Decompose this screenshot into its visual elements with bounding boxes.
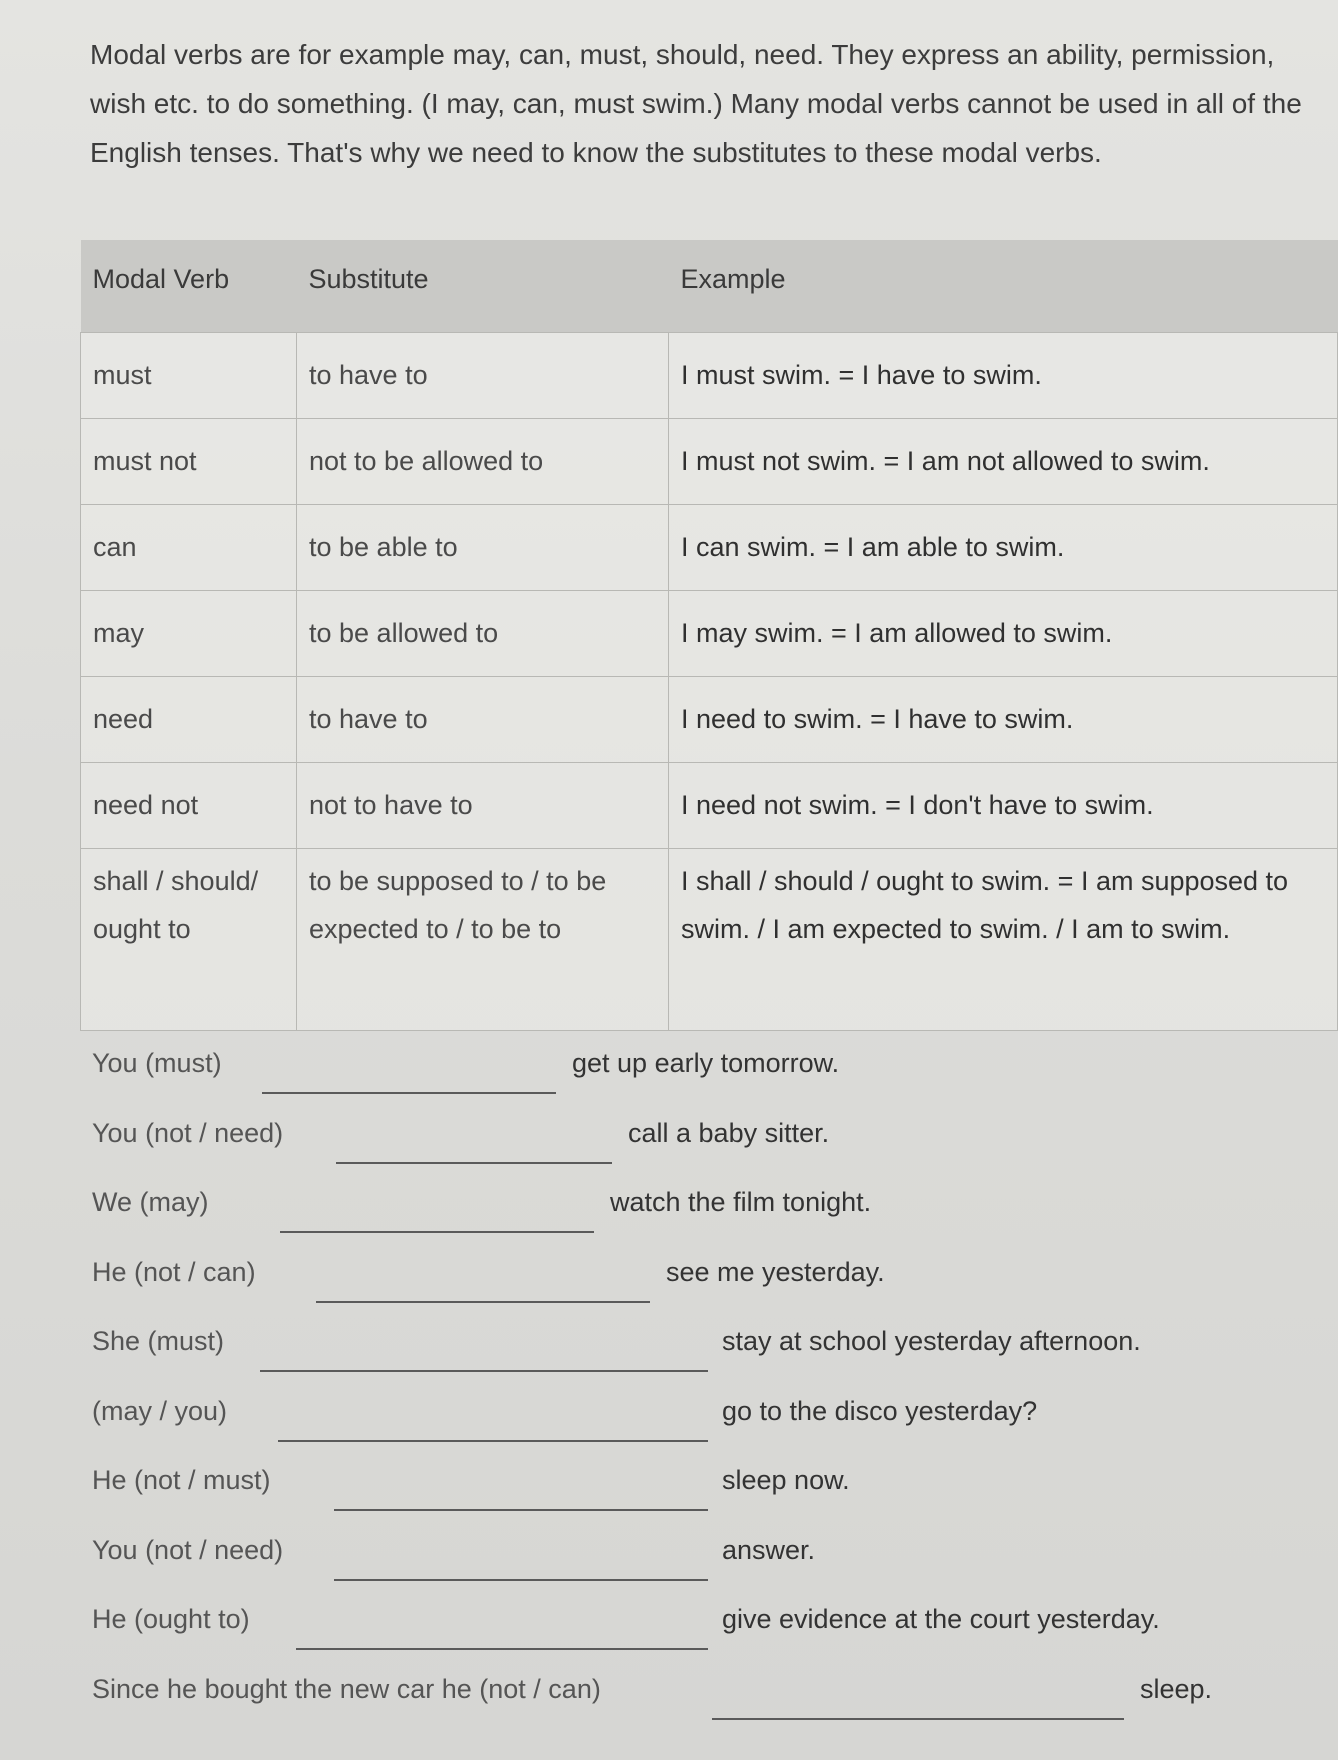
answer-blank[interactable] bbox=[334, 1579, 708, 1581]
exercise-sentence-rest: stay at school yesterday afternoon. bbox=[722, 1326, 1141, 1356]
example-cell: I must not swim. = I am not allowed to swim. bbox=[669, 418, 1338, 504]
answer-blank[interactable] bbox=[260, 1370, 708, 1372]
example-cell: I can swim. = I am able to swim. bbox=[669, 504, 1338, 590]
table-row bbox=[81, 504, 1338, 590]
exercise-item bbox=[0, 1179, 1338, 1249]
modal-verb-cell: can bbox=[81, 504, 297, 590]
exercise-prompt: Since he bought the new car he (not / can) bbox=[92, 1673, 601, 1704]
substitute-cell: to have to bbox=[297, 332, 669, 418]
header-example: Example bbox=[669, 240, 1338, 332]
modal-verbs-table bbox=[80, 240, 1338, 1031]
modal-verb-cell: need not bbox=[81, 762, 297, 848]
modal-verb-cell: must not bbox=[81, 418, 297, 504]
table-row bbox=[81, 332, 1338, 418]
modal-verb-cell: must bbox=[81, 332, 297, 418]
substitute-cell: to be able to bbox=[297, 504, 669, 590]
modal-verb-cell: shall / should/ ought to bbox=[81, 848, 297, 1030]
exercise-sentence-rest: answer. bbox=[722, 1534, 816, 1565]
modal-verb-cell: need bbox=[81, 676, 297, 762]
substitute-cell: not to be allowed to bbox=[297, 418, 669, 504]
exercise-prompt: You (not / need) bbox=[92, 1117, 284, 1148]
substitute-cell: to be supposed to / to be expected to / to be to bbox=[297, 848, 669, 1030]
example-cell: I shall / should / ought to swim. = I am supposed to swim. / I am expected to swim. / I am to swim. bbox=[669, 848, 1338, 1030]
table-header-row bbox=[81, 240, 1338, 332]
substitute-cell: to have to bbox=[297, 676, 669, 762]
exercise-item bbox=[0, 1249, 1338, 1319]
exercise-prompt: He (not / must) bbox=[92, 1465, 271, 1495]
table-row bbox=[81, 418, 1338, 504]
substitute-cell: to be allowed to bbox=[297, 590, 669, 676]
exercise-prompt: (may / you) bbox=[92, 1395, 228, 1426]
exercise-sentence-rest: give evidence at the court yesterday. bbox=[722, 1604, 1160, 1634]
answer-blank[interactable] bbox=[296, 1648, 708, 1650]
exercise-prompt: He (not / can) bbox=[92, 1256, 256, 1287]
example-cell: I need to swim. = I have to swim. bbox=[669, 676, 1338, 762]
exercise-sentence-rest: see me yesterday. bbox=[666, 1256, 885, 1287]
exercise-sentence-rest: watch the film tonight. bbox=[610, 1187, 872, 1217]
intro-paragraph: Modal verbs are for example may, can, must, should, need. They express an ability, permission, wish etc. to do something. (I may, can, must swim.) Many modal verbs cannot be used in all of the English tenses. That's why we need to know the substitutes to these modal verbs. bbox=[90, 39, 1302, 168]
exercise-item bbox=[0, 1596, 1338, 1666]
table-row bbox=[81, 848, 1338, 1030]
exercise-item bbox=[0, 1110, 1338, 1180]
example-cell: I need not swim. = I don't have to swim. bbox=[669, 762, 1338, 848]
example-cell: I may swim. = I am allowed to swim. bbox=[669, 590, 1338, 676]
exercise-prompt: He (ought to) bbox=[92, 1604, 250, 1634]
answer-blank[interactable] bbox=[336, 1162, 612, 1164]
table-row bbox=[81, 762, 1338, 848]
header-substitute: Substitute bbox=[297, 240, 669, 332]
exercise-item bbox=[0, 1457, 1338, 1527]
exercise-sentence-rest: go to the disco yesterday? bbox=[722, 1395, 1038, 1426]
answer-blank[interactable] bbox=[316, 1301, 650, 1303]
exercise-sentence-rest: sleep. bbox=[1140, 1673, 1213, 1704]
exercise-item bbox=[0, 1388, 1338, 1458]
exercise-sentence-rest: call a baby sitter. bbox=[628, 1117, 830, 1148]
answer-blank[interactable] bbox=[280, 1231, 594, 1233]
exercise-sentence-rest: sleep now. bbox=[722, 1465, 850, 1495]
table-row bbox=[81, 676, 1338, 762]
modal-verb-cell: may bbox=[81, 590, 297, 676]
substitute-cell: not to have to bbox=[297, 762, 669, 848]
answer-blank[interactable] bbox=[334, 1509, 708, 1511]
exercise-list bbox=[0, 1040, 1338, 1735]
exercise-prompt: You (must) bbox=[92, 1048, 222, 1078]
exercise-prompt: We (may) bbox=[92, 1187, 209, 1217]
example-cell: I must swim. = I have to swim. bbox=[669, 332, 1338, 418]
answer-blank[interactable] bbox=[262, 1092, 556, 1094]
table-row bbox=[81, 590, 1338, 676]
answer-blank[interactable] bbox=[278, 1440, 708, 1442]
exercise-prompt: You (not / need) bbox=[92, 1534, 284, 1565]
header-modal-verb: Modal Verb bbox=[81, 240, 297, 332]
exercise-item bbox=[0, 1318, 1338, 1388]
exercise-item bbox=[0, 1527, 1338, 1597]
answer-blank[interactable] bbox=[712, 1718, 1124, 1720]
exercise-prompt: She (must) bbox=[92, 1326, 225, 1356]
exercise-item bbox=[0, 1666, 1338, 1736]
exercise-item bbox=[0, 1040, 1338, 1110]
exercise-sentence-rest: get up early tomorrow. bbox=[572, 1048, 840, 1078]
